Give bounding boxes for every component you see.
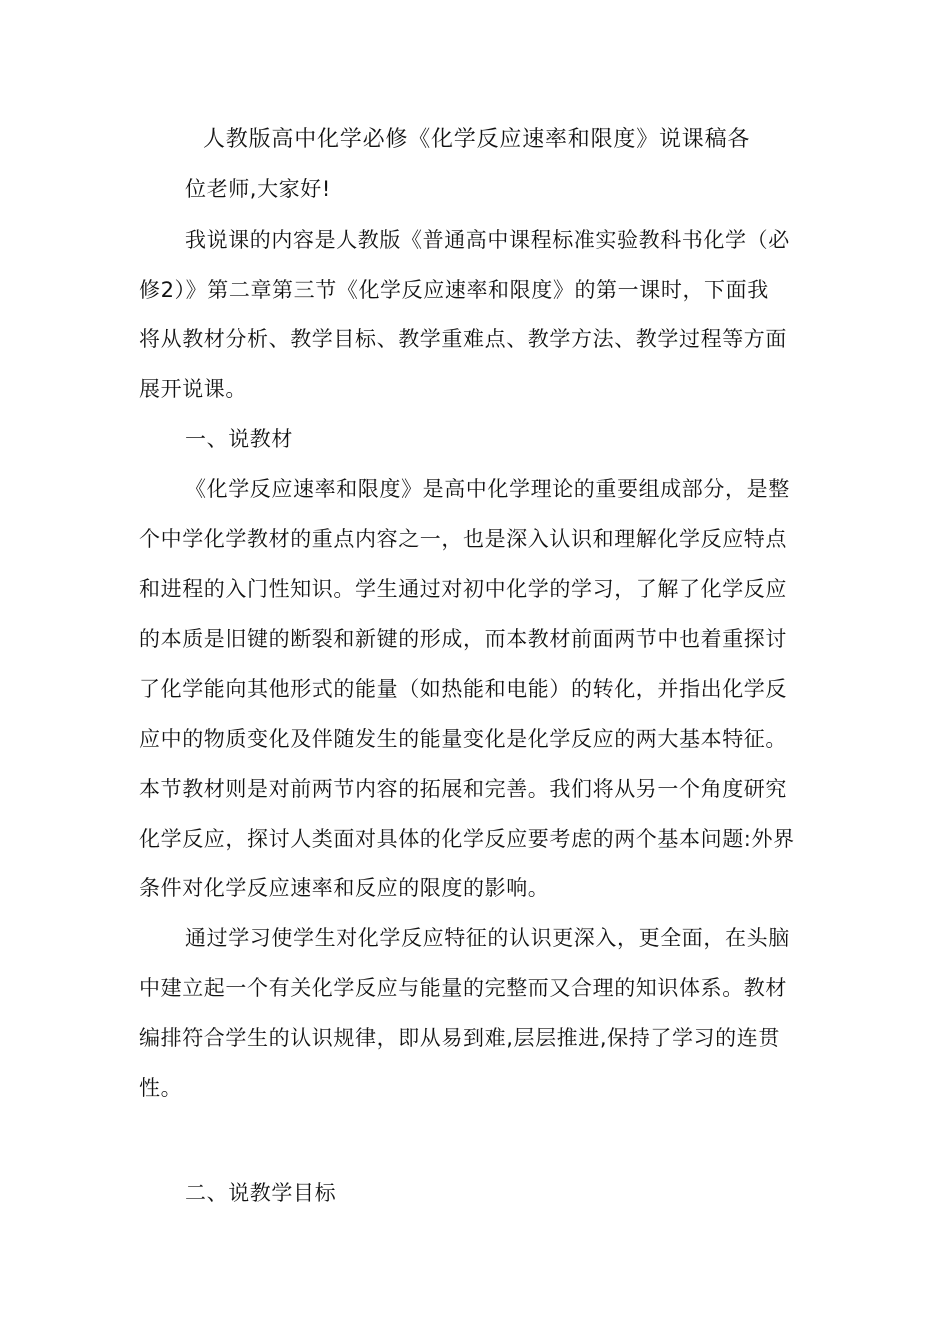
section1-heading: 一、说教材	[185, 427, 293, 451]
section1-para1-line-6: 应中的物质变化及伴随发生的能量变化是化学反应的两大基本特征。	[139, 727, 787, 751]
intro-line-3: 将从教材分析、教学目标、教学重难点、教学方法、教学过程等方面	[139, 327, 787, 351]
intro-line-4: 展开说课。	[139, 377, 247, 401]
intro-line-2: 修2）》第二章第三节《化学反应速率和限度》的第一课时，下面我	[139, 278, 769, 302]
section1-para1-line-4: 的本质是旧键的断裂和新键的形成，而本教材前面两节中也着重探讨	[139, 627, 787, 651]
document-title: 人教版高中化学必修《化学反应速率和限度》说课稿各	[203, 127, 751, 152]
section1-para1-line-8: 化学反应，探讨人类面对具体的化学反应要考虑的两个基本问题:外界	[139, 827, 795, 851]
section1-para1-line-2: 个中学化学教材的重点内容之一，也是深入认识和理解化学反应特点	[139, 527, 787, 551]
section1-para1-line-9: 条件对化学反应速率和反应的限度的影响。	[139, 876, 550, 900]
section1-para1-line-3: 和进程的入门性知识。学生通过对初中化学的学习，了解了化学反应	[139, 577, 787, 601]
section1-para2-line-3: 编排符合学生的认识规律，即从易到难,层层推进,保持了学习的连贯	[139, 1026, 780, 1050]
intro-line-1: 我说课的内容是人教版《普通高中课程标准实验教科书化学（必	[185, 228, 790, 252]
section1-para1-line-5: 了化学能向其他形式的能量（如热能和电能）的转化，并指出化学反	[139, 677, 787, 701]
section1-para2-line-1: 通过学习使学生对化学反应特征的认识更深入，更全面，在头脑	[185, 926, 790, 950]
section1-para2-line-2: 中建立起一个有关化学反应与能量的完整而又合理的知识体系。教材	[139, 976, 787, 1000]
section1-para1-line-1: 《化学反应速率和限度》是高中化学理论的重要组成部分，是整	[185, 477, 790, 501]
section1-para2-line-4: 性。	[139, 1076, 183, 1100]
greeting-line: 位老师,大家好!	[185, 177, 331, 201]
section1-para1-line-7: 本节教材则是对前两节内容的拓展和完善。我们将从另一个角度研究	[139, 777, 787, 801]
section2-heading: 二、说教学目标	[185, 1181, 337, 1205]
